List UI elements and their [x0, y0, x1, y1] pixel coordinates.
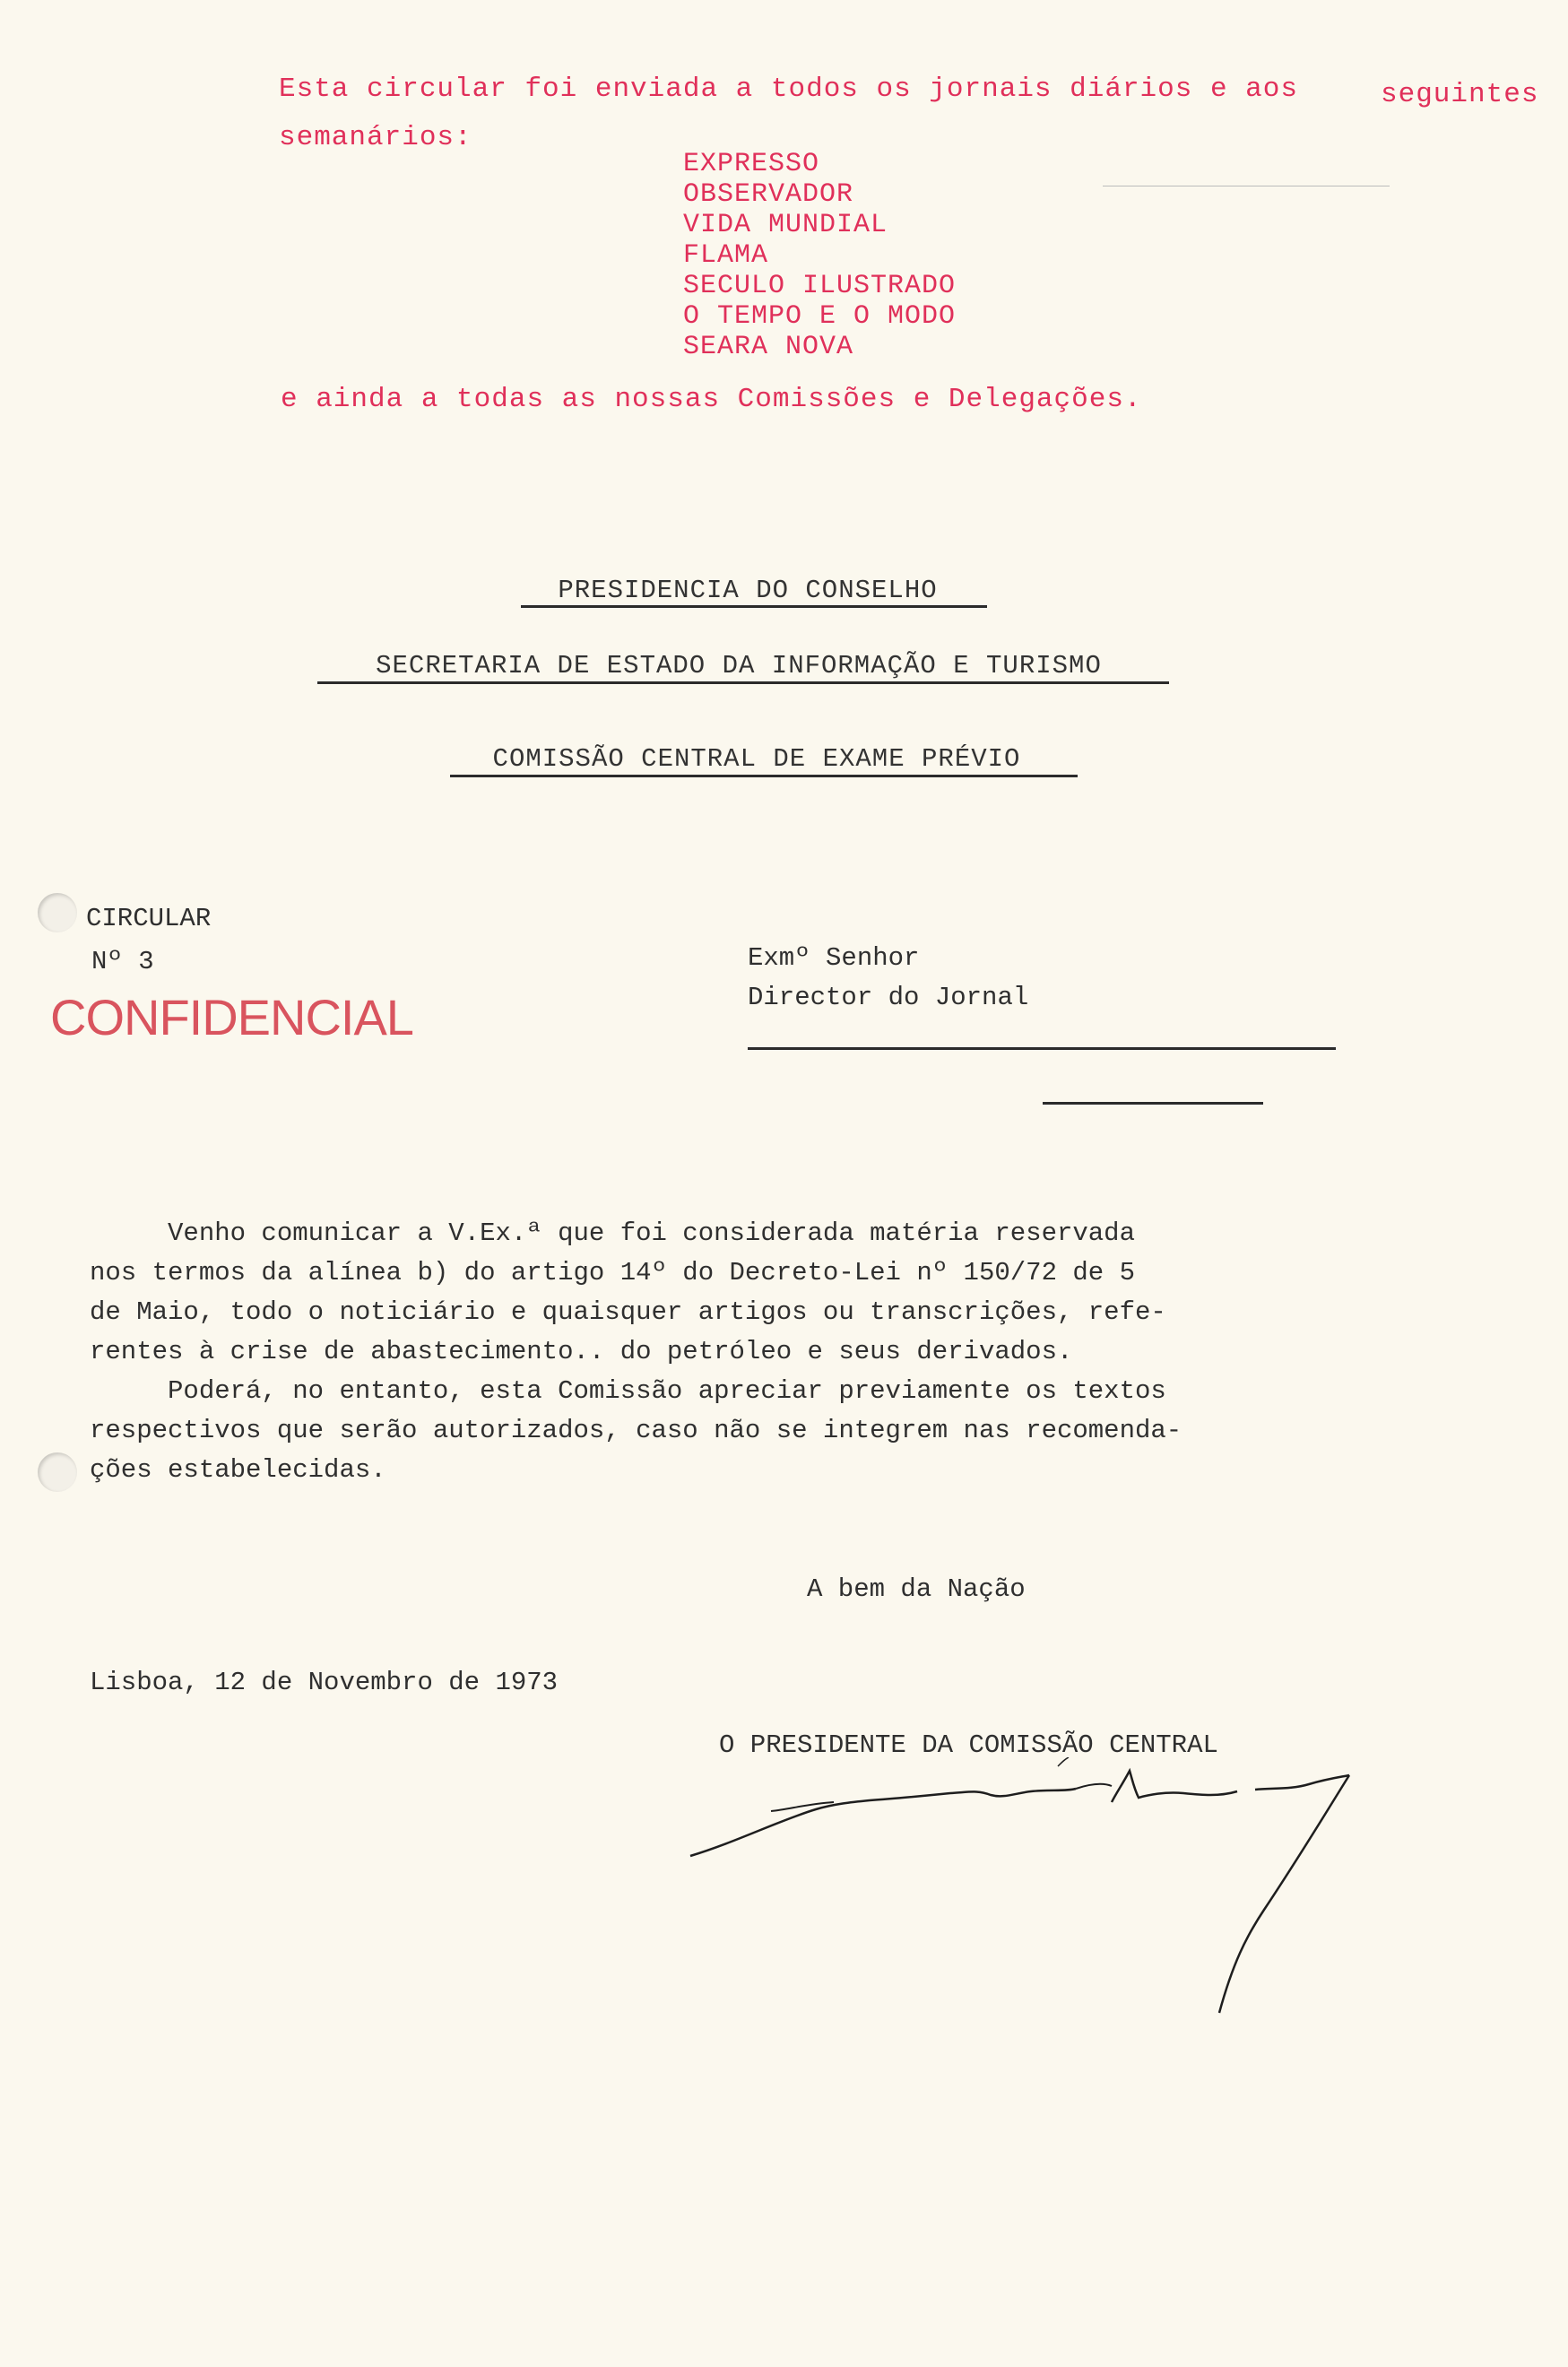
body-line: Poderá, no entanto, esta Comissão apreciar previamente os textos [90, 1376, 1166, 1406]
circular-number: Nº 3 [91, 947, 154, 976]
publication-item: FLAMA [683, 240, 769, 271]
publication-item: VIDA MUNDIAL [683, 210, 888, 240]
addressee-line-2: Director do Jornal [748, 983, 1029, 1012]
publication-item: O TEMPO E O MODO [683, 301, 957, 332]
publication-item: SECULO ILUSTRADO [683, 271, 957, 301]
circular-label: CIRCULAR [86, 904, 212, 933]
publication-item: SEARA NOVA [683, 332, 854, 362]
header-underline-1 [521, 605, 987, 608]
publication-item: EXPRESSO [683, 149, 820, 179]
publication-item: OBSERVADOR [683, 179, 854, 210]
header-underline-3 [450, 775, 1078, 777]
body-line: respectivos que serão autorizados, caso não se integrem nas recomenda- [90, 1416, 1182, 1445]
header-line-3: COMISSÃO CENTRAL DE EXAME PRÉVIO [492, 744, 1021, 774]
confidential-stamp: CONFIDENCIAL [50, 989, 413, 1045]
place-date: Lisboa, 12 de Novembro de 1973 [90, 1668, 559, 1697]
salutation: A bem da Nação [807, 1574, 1026, 1604]
header-line-1: PRESIDENCIA DO CONSELHO [558, 576, 938, 605]
addressee-blank-line-2 [1043, 1102, 1263, 1105]
body-paragraph-2 [90, 1372, 1182, 1490]
header-line-2: SECRETARIA DE ESTADO DA INFORMAÇÃO E TURISMO [376, 651, 1102, 681]
publication-list [683, 149, 956, 362]
signatory-title: O PRESIDENTE DA COMISSÃO CENTRAL [719, 1730, 1218, 1760]
body-line: rentes à crise de abastecimento.. do petróleo e seus derivados. [90, 1337, 1073, 1366]
note-closing: e ainda a todas as nossas Comissões e Delegações. [281, 384, 1142, 415]
addressee-blank-line [748, 1047, 1336, 1050]
body-line: nos termos da alínea b) do artigo 14º do Decreto-Lei nº 150/72 de 5 [90, 1258, 1135, 1288]
body-line: ções estabelecidas. [90, 1455, 386, 1485]
body-line: de Maio, todo o noticiário e quaisquer artigos ou transcrições, refe- [90, 1297, 1166, 1327]
header-underline-2 [317, 681, 1169, 684]
punch-hole [38, 893, 77, 932]
handwritten-signature [681, 1757, 1390, 2026]
body-line: Venho comunicar a V.Ex.ª que foi considerada matéria reservada [90, 1218, 1135, 1248]
body-paragraph-1 [90, 1214, 1166, 1372]
addressee-line-1: Exmº Senhor [748, 943, 920, 973]
note-line-1-end: seguintes [1381, 79, 1539, 110]
note-line-1: Esta circular foi enviada a todos os jornais diários e aos [279, 74, 1298, 105]
punch-hole [38, 1452, 77, 1492]
note-line-2: semanários: [279, 122, 472, 153]
